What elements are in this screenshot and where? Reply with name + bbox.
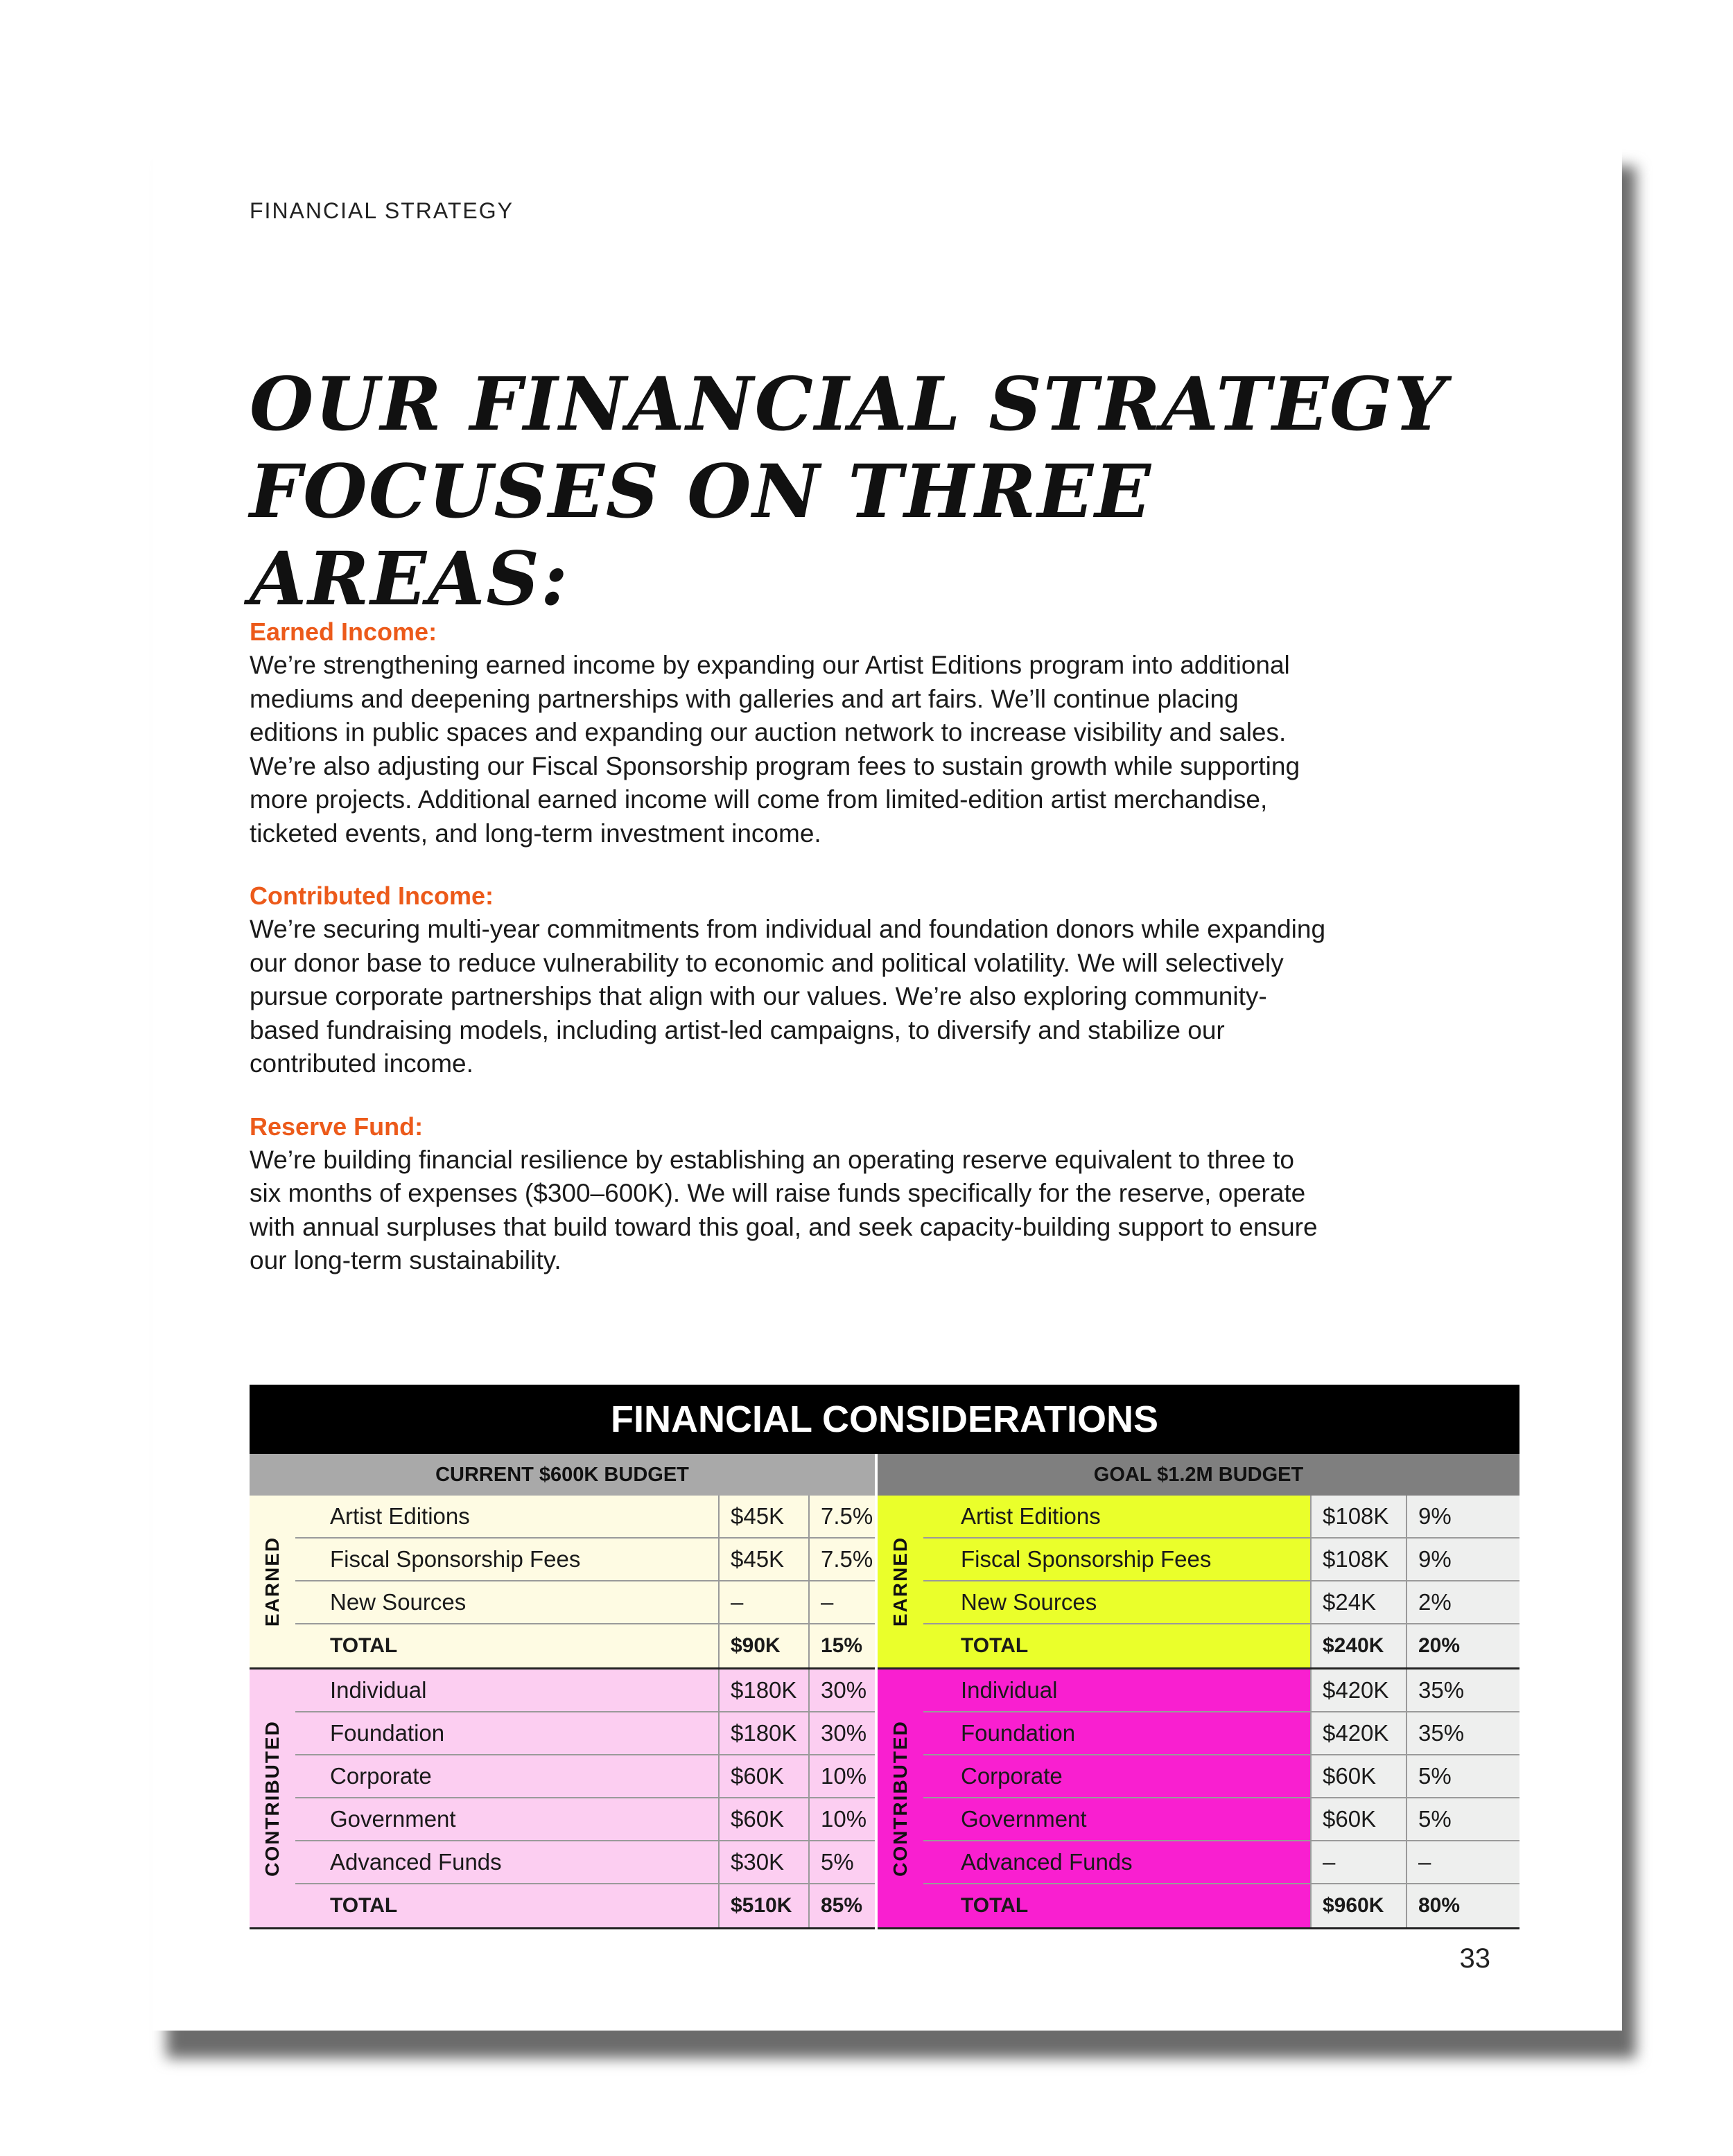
section-body: We’re strengthening earned income by expanding our Artist Editions program into additional mediums and deepening partnerships with galleries and art fairs. We’ll continue placing editions in public spaces and expanding our auction network to increase visibility and sales. We’re also adjusting our Fiscal Sponsorship program fees to sustain growth while supporting more projects. Additional earned income will come from limited-edition artist merchandise, ticketed events, and long-term investment income. bbox=[250, 651, 1300, 848]
row-percent: 80% bbox=[1406, 1884, 1519, 1927]
side-label: CONTRIBUTED bbox=[889, 1720, 912, 1877]
contributed-group bbox=[878, 1669, 1519, 1929]
table-row bbox=[295, 1755, 875, 1798]
row-label: Fiscal Sponsorship Fees bbox=[330, 1546, 581, 1572]
row-percent: 7.5% bbox=[808, 1496, 875, 1537]
current-budget-heading: CURRENT $600K BUDGET bbox=[250, 1454, 875, 1496]
row-label: Advanced Funds bbox=[923, 1841, 1310, 1883]
total-row bbox=[295, 1624, 875, 1667]
section-contributed-income bbox=[250, 879, 1331, 1081]
table-row bbox=[295, 1496, 875, 1539]
row-percent: 85% bbox=[808, 1884, 875, 1927]
side-label-cell bbox=[878, 1496, 923, 1667]
table-row bbox=[295, 1712, 875, 1755]
table-row bbox=[295, 1798, 875, 1841]
row-percent: 15% bbox=[808, 1624, 875, 1667]
table-title: FINANCIAL CONSIDERATIONS bbox=[250, 1385, 1519, 1454]
table-body bbox=[250, 1496, 1519, 1929]
contributed-group bbox=[250, 1669, 875, 1929]
table-row bbox=[923, 1841, 1519, 1884]
table-row bbox=[923, 1581, 1519, 1624]
table-row bbox=[923, 1798, 1519, 1841]
row-value: $108K bbox=[1310, 1496, 1406, 1537]
table-row bbox=[923, 1712, 1519, 1755]
row-value: $24K bbox=[1310, 1581, 1406, 1623]
row-value: $45K bbox=[718, 1496, 808, 1537]
side-label: EARNED bbox=[261, 1536, 284, 1627]
row-percent: – bbox=[808, 1581, 875, 1623]
row-label: TOTAL bbox=[330, 1634, 398, 1657]
row-value: $420K bbox=[1310, 1712, 1406, 1754]
body-sections bbox=[250, 615, 1331, 1307]
row-value: $240K bbox=[1310, 1624, 1406, 1667]
side-label: EARNED bbox=[889, 1536, 912, 1627]
row-label: TOTAL bbox=[923, 1884, 1310, 1927]
total-row bbox=[923, 1884, 1519, 1927]
row-percent: 7.5% bbox=[808, 1539, 875, 1580]
row-value: $90K bbox=[718, 1624, 808, 1667]
section-title: Reserve Fund: bbox=[250, 1112, 424, 1141]
row-label: Artist Editions bbox=[330, 1503, 470, 1529]
row-percent: 9% bbox=[1406, 1496, 1519, 1537]
row-percent: 2% bbox=[1406, 1581, 1519, 1623]
table-row bbox=[923, 1669, 1519, 1712]
row-percent: 20% bbox=[1406, 1624, 1519, 1667]
row-label: Government bbox=[923, 1798, 1310, 1840]
total-row bbox=[295, 1884, 875, 1927]
group-rows bbox=[295, 1669, 875, 1927]
row-percent: 10% bbox=[808, 1798, 875, 1840]
table-row bbox=[295, 1841, 875, 1884]
row-value: – bbox=[1310, 1841, 1406, 1883]
row-percent: 35% bbox=[1406, 1712, 1519, 1754]
row-label: New Sources bbox=[330, 1589, 467, 1615]
side-label: CONTRIBUTED bbox=[261, 1720, 284, 1877]
row-percent: 5% bbox=[1406, 1798, 1519, 1840]
side-label-cell bbox=[250, 1669, 295, 1927]
row-percent: – bbox=[1406, 1841, 1519, 1883]
earned-group bbox=[250, 1496, 875, 1669]
row-label: Corporate bbox=[330, 1763, 432, 1789]
table-row bbox=[295, 1539, 875, 1581]
headline-line-2: FOCUSES ON THREE AREAS: bbox=[250, 448, 1153, 622]
row-value: $60K bbox=[1310, 1798, 1406, 1840]
section-body: We’re building financial resilience by establishing an operating reserve equivalent to three to six months of expenses ($300–600K). We will raise funds specifically for the reserve, operate with annual surpluses that build toward this goal, and seek capacity-building support to ensure our long-term sustainability. bbox=[250, 1145, 1318, 1274]
side-label-cell bbox=[878, 1669, 923, 1927]
row-value: – bbox=[718, 1581, 808, 1623]
table-row bbox=[923, 1755, 1519, 1798]
current-budget-column bbox=[250, 1496, 875, 1929]
row-label: New Sources bbox=[923, 1581, 1310, 1623]
row-value: $60K bbox=[718, 1798, 808, 1840]
row-value: $108K bbox=[1310, 1539, 1406, 1580]
section-reserve-fund bbox=[250, 1110, 1331, 1278]
table-row bbox=[295, 1581, 875, 1624]
row-value: $180K bbox=[718, 1669, 808, 1711]
table-subheader-row bbox=[250, 1454, 1519, 1496]
row-label: Artist Editions bbox=[923, 1496, 1310, 1537]
row-label: Advanced Funds bbox=[330, 1849, 502, 1875]
row-label: Government bbox=[330, 1806, 456, 1832]
row-percent: 30% bbox=[808, 1669, 875, 1711]
side-label-cell bbox=[250, 1496, 295, 1667]
goal-budget-heading: GOAL $1.2M BUDGET bbox=[878, 1454, 1519, 1496]
row-label: Individual bbox=[330, 1677, 427, 1703]
row-percent: 5% bbox=[808, 1841, 875, 1883]
table-row bbox=[295, 1669, 875, 1712]
section-label: FINANCIAL STRATEGY bbox=[250, 198, 514, 223]
goal-budget-column bbox=[878, 1496, 1519, 1929]
row-label: TOTAL bbox=[330, 1894, 398, 1917]
financial-table bbox=[250, 1385, 1519, 1929]
row-value: $60K bbox=[718, 1755, 808, 1797]
row-percent: 5% bbox=[1406, 1755, 1519, 1797]
group-rows bbox=[923, 1496, 1519, 1667]
page-headline bbox=[250, 360, 1483, 622]
earned-group bbox=[878, 1496, 1519, 1669]
row-label: Foundation bbox=[923, 1712, 1310, 1754]
section-earned-income bbox=[250, 615, 1331, 850]
row-value: $30K bbox=[718, 1841, 808, 1883]
row-label: TOTAL bbox=[923, 1624, 1310, 1667]
row-value: $960K bbox=[1310, 1884, 1406, 1927]
total-row bbox=[923, 1624, 1519, 1667]
group-rows bbox=[923, 1669, 1519, 1927]
headline-line-1: OUR FINANCIAL STRATEGY bbox=[250, 360, 1448, 447]
table-row bbox=[923, 1496, 1519, 1539]
row-value: $60K bbox=[1310, 1755, 1406, 1797]
row-label: Fiscal Sponsorship Fees bbox=[923, 1539, 1310, 1580]
row-label: Individual bbox=[923, 1669, 1310, 1711]
section-body: We’re securing multi-year commitments from individual and foundation donors while expanding our donor base to reduce vulnerability to economic and political volatility. We will selectively pursue corporate partnerships that align with our values. We’re also exploring community-based fundraising models, including artist-led campaigns, to diversify and stabilize our contributed income. bbox=[250, 915, 1326, 1078]
page-number: 33 bbox=[1459, 1943, 1490, 1974]
document-page bbox=[153, 139, 1622, 2031]
row-value: $180K bbox=[718, 1712, 808, 1754]
row-value: $510K bbox=[718, 1884, 808, 1927]
section-title: Contributed Income: bbox=[250, 882, 494, 910]
table-row bbox=[923, 1539, 1519, 1581]
row-label: Corporate bbox=[923, 1755, 1310, 1797]
row-value: $45K bbox=[718, 1539, 808, 1580]
row-percent: 9% bbox=[1406, 1539, 1519, 1580]
group-rows bbox=[295, 1496, 875, 1667]
row-percent: 35% bbox=[1406, 1669, 1519, 1711]
row-percent: 10% bbox=[808, 1755, 875, 1797]
section-title: Earned Income: bbox=[250, 617, 437, 646]
row-value: $420K bbox=[1310, 1669, 1406, 1711]
row-percent: 30% bbox=[808, 1712, 875, 1754]
row-label: Foundation bbox=[330, 1720, 445, 1746]
